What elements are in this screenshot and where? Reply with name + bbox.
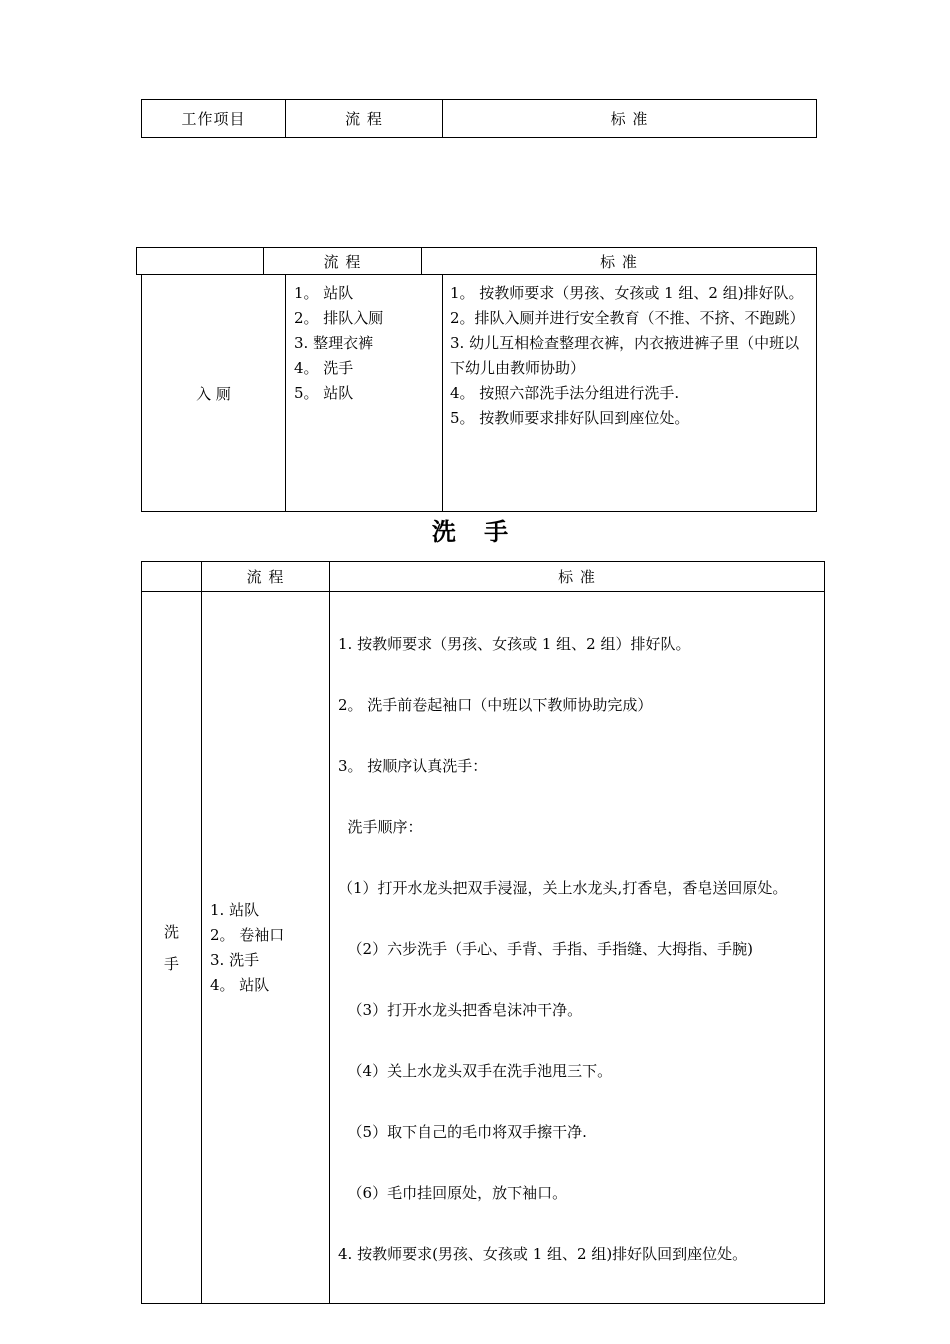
- handwash-standards-cell: [330, 592, 825, 1304]
- list-item: 5。 按教师要求排好队回到座位处。: [450, 409, 690, 427]
- list-item: 5。 站队: [294, 384, 354, 402]
- toilet-standards-cell: [443, 275, 817, 512]
- list-item: 4。 洗手: [294, 359, 354, 377]
- list-item: 洗手顺序：: [338, 818, 423, 836]
- toilet-header-standard: 标 准: [422, 248, 817, 275]
- list-item: （2）六步洗手（手心、手背、手指、手指缝、大拇指、手腕): [338, 940, 753, 958]
- list-item: 1. 按教师要求（男孩、女孩或 1 组、2 组）排好队。: [338, 635, 691, 653]
- list-item: 1. 站队: [210, 900, 260, 919]
- handwash-item-name: [142, 592, 202, 1304]
- list-item: 2。 排队入厕: [294, 309, 384, 327]
- handwash-name-line1: 洗: [163, 922, 179, 941]
- handwash-steps-cell: [202, 592, 330, 1304]
- list-item: （1）打开水龙头把双手浸湿，关上水龙头,打香皂，香皂送回原处。: [338, 879, 788, 897]
- list-item: （4）关上水龙头双手在洗手池甩三下。: [338, 1062, 613, 1080]
- toilet-steps-cell: [286, 275, 443, 512]
- toilet-header-empty: [137, 248, 264, 275]
- handwash-table: [141, 561, 825, 1304]
- handwash-name-line2: 手: [163, 954, 179, 973]
- header-col-standard: 标 准: [443, 100, 817, 138]
- list-item: 2。排队入厕并进行安全教育（不推、不挤、不跑跳）: [450, 309, 805, 327]
- header-col-process: 流 程: [286, 100, 443, 138]
- toilet-name: 入 厕: [196, 384, 231, 403]
- toilet-item-name: [142, 275, 286, 512]
- list-item: （6）毛巾挂回原处，放下袖口。: [338, 1184, 568, 1202]
- list-item: 3。 按顺序认真洗手：: [338, 757, 488, 775]
- handwash-header-standard: 标 准: [330, 562, 825, 592]
- handwash-header-process: 流 程: [202, 562, 330, 592]
- list-item: 4。 站队: [210, 975, 270, 994]
- list-item: 4。 按照六部洗手法分组进行洗手.: [450, 384, 680, 402]
- list-item: 1。 站队: [294, 284, 354, 302]
- toilet-header-process: 流 程: [264, 248, 422, 275]
- toilet-table: [141, 274, 817, 512]
- list-item: 3. 幼儿互相检查整理衣裤，内衣掖进裤子里（中班以下幼儿由教师协助）: [450, 334, 800, 377]
- handwash-header-empty: [142, 562, 202, 592]
- list-item: 2。 卷袖口: [210, 925, 285, 944]
- header-table: [141, 99, 817, 138]
- list-item: 4. 按教师要求(男孩、女孩或 1 组、2 组)排好队回到座位处。: [338, 1245, 748, 1263]
- list-item: 2。 洗手前卷起袖口（中班以下教师协助完成）: [338, 696, 653, 714]
- toilet-header-table: [136, 247, 817, 275]
- list-item: （5）取下自己的毛巾将双手擦干净.: [338, 1123, 587, 1141]
- list-item: 3. 整理衣裤: [294, 334, 374, 352]
- list-item: 3. 洗手: [210, 950, 260, 969]
- list-item: 1。 按教师要求（男孩、女孩或 1 组、2 组)排好队。: [450, 284, 804, 302]
- section-title: 洗 手: [431, 518, 519, 546]
- header-col-item: 工作项目: [142, 100, 286, 138]
- list-item: （3）打开水龙头把香皂沫冲干净。: [338, 1001, 583, 1019]
